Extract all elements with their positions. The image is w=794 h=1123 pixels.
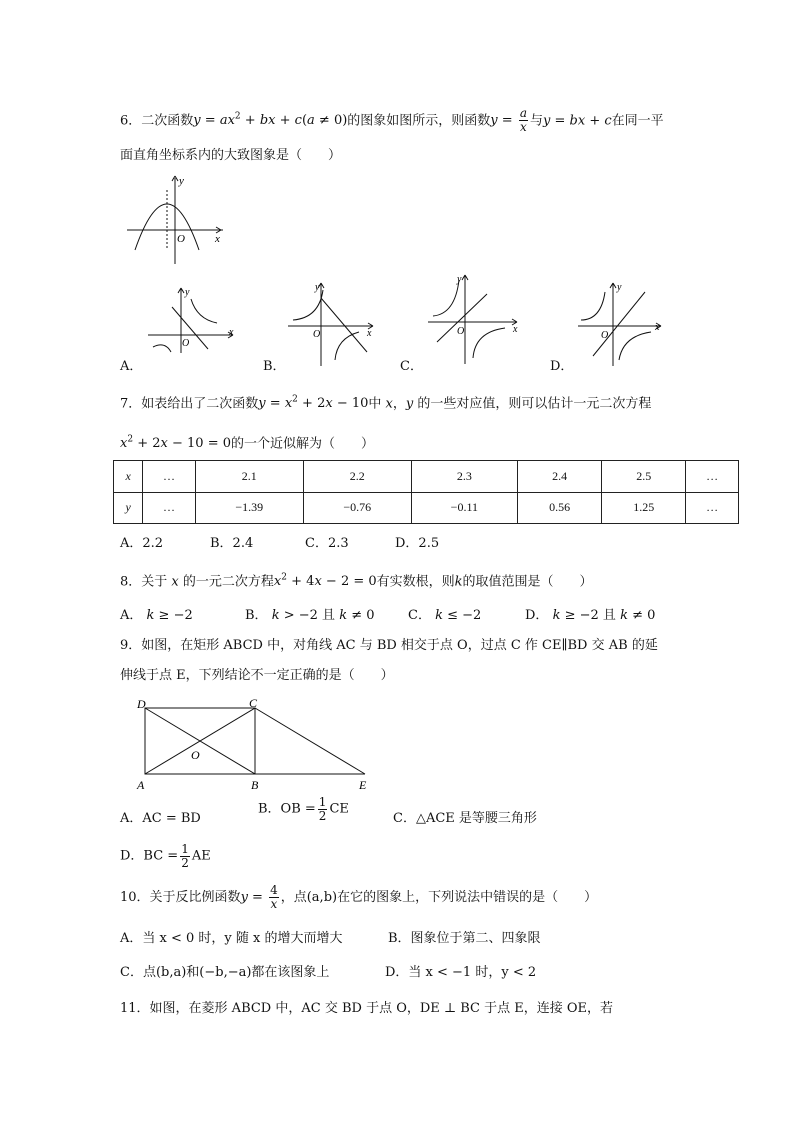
- q7-y-header: y: [114, 492, 143, 524]
- q6-text4: 在同一平: [611, 113, 664, 129]
- table-cell: 2.5: [602, 461, 686, 493]
- q9-label-o: O: [191, 748, 200, 762]
- svg-text:O: O: [457, 326, 465, 337]
- q6-choice-b[interactable]: B．: [263, 359, 286, 374]
- q10-text2: ，点(a,b)在它的图象上，下列说法中错误的是（ ）: [280, 890, 598, 905]
- table-cell: 2.3: [411, 461, 517, 493]
- q7-line2: [120, 430, 374, 454]
- q6-parabola-y-label: y: [179, 175, 184, 187]
- q7-choice-d[interactable]: D．2.5: [395, 536, 440, 551]
- q9-choice-b[interactable]: B．OB = $\frac{1}{2}$ CE: [258, 795, 349, 823]
- q6-graph-b: [285, 280, 380, 370]
- svg-text:y: y: [315, 282, 320, 293]
- svg-text:x: x: [367, 328, 372, 339]
- table-cell: −1.39: [195, 492, 303, 524]
- q8-text4: 的取值范围是（ ）: [462, 574, 593, 590]
- q7-text2: 中: [368, 396, 382, 412]
- q10-choice-b[interactable]: B．图象位于第二、四象限: [388, 931, 541, 946]
- q11-line1: 11．如图，在菱形 ABCD 中，AC 交 BD 于点 O，DE ⊥ BC 于点 E，连接 OE，若: [120, 1001, 614, 1016]
- table-cell: …: [686, 492, 739, 524]
- q7-choice-b[interactable]: B．2.4: [210, 536, 254, 551]
- q7-text4: 的一个近似解为（ ）: [231, 436, 375, 452]
- q6-graph-a: [145, 285, 240, 355]
- q10-fraction: $\frac{4}{x}$: [270, 883, 278, 911]
- svg-text:x: x: [513, 324, 518, 335]
- table-row: [114, 461, 739, 493]
- q9-label-c: C: [249, 696, 258, 710]
- q6-choice-a[interactable]: A．: [120, 359, 143, 374]
- q8-line1: 8．关于 x 的一元二次方程$x^2 + 4x - 2 = 0$有实数根，则k的取值范围是（ ）: [120, 573, 593, 590]
- q9-line2: 伸线于点 E，下列结论不一定正确的是（ ）: [120, 668, 394, 683]
- q9-line1: 9．如图，在矩形 ABCD 中，对角线 AC 与 BD 相交于点 O，过点 C 作 CE∥BD 交 AB 的延: [120, 638, 658, 653]
- q6-choice-c[interactable]: C．: [400, 359, 423, 374]
- q7-x-header: x: [114, 461, 143, 493]
- table-cell: −0.76: [303, 492, 411, 524]
- q10-number: 10．: [120, 890, 150, 905]
- svg-text:y: y: [617, 282, 622, 293]
- q6-graph-a-curve2: [153, 345, 171, 352]
- q6-number: 6．: [120, 113, 142, 129]
- q6-graph-b-curve1: [293, 290, 323, 320]
- q10-choice-a[interactable]: A．当 x < 0 时，y 随 x 的增大而增大: [120, 931, 343, 946]
- q6-graph-d: [575, 280, 670, 370]
- svg-text:y: y: [457, 274, 462, 285]
- q8-equation: $x^2 + 4x - 2 = 0$: [273, 573, 377, 590]
- q6-graph-a-curve1: [191, 299, 217, 323]
- q8-choice-a[interactable]: A． k ≥ −2: [120, 608, 193, 623]
- q8-text2: 的一元二次方程: [182, 574, 274, 590]
- table-cell: 2.2: [303, 461, 411, 493]
- table-cell: …: [143, 461, 196, 493]
- q6-graph-b-curve2: [335, 332, 359, 360]
- q6-text2: 的图象如图所示，则函数: [347, 113, 491, 129]
- q6-parabola-figure: [125, 172, 230, 267]
- q7-text1: 如表给出了二次函数: [141, 396, 259, 412]
- q6-line1: [120, 107, 664, 134]
- q6-parabola-origin: O: [177, 233, 185, 245]
- q6-text3: 与: [529, 113, 543, 129]
- q9-choice-c[interactable]: C．△ACE 是等腰三角形: [393, 811, 537, 826]
- q6-parabola-x-label: x: [215, 233, 220, 245]
- q9-label-d: D: [137, 697, 146, 711]
- q8-number: 8．: [120, 574, 142, 590]
- q7-choice-c[interactable]: C．2.3: [305, 536, 349, 551]
- q7-xy: x，y: [385, 396, 414, 412]
- q7-number: 7．: [120, 396, 142, 412]
- q9-rectangle-figure: [133, 696, 378, 792]
- q9-segment-ce: [255, 708, 365, 774]
- q8-choice-d[interactable]: D． k ≥ −2 且 k ≠ 0: [525, 608, 656, 623]
- q10-line1: 10．关于反比例函数y = $\frac{4}{x}$ ，点(a,b)在它的图象上，下列说法中错误的是（ ）: [120, 883, 598, 911]
- q7-function-expr: $y = x^2 + 2x - 10$: [258, 395, 369, 412]
- q6-graph-a-line: [172, 307, 208, 349]
- table-cell: 2.1: [195, 461, 303, 493]
- svg-text:O: O: [313, 329, 321, 340]
- q9-label-b: B: [251, 778, 259, 792]
- svg-text:O: O: [182, 338, 190, 349]
- q7-text3: 的一些对应值，则可以估计一元二次方程: [417, 396, 652, 412]
- q6-graph-c: [425, 272, 525, 367]
- q8-text3: 有实数根，则: [376, 574, 455, 590]
- table-cell: 1.25: [602, 492, 686, 524]
- q10-text1: 关于反比例函数: [149, 890, 241, 905]
- svg-text:x: x: [655, 322, 660, 333]
- q6-graph-b-line: [321, 298, 367, 352]
- table-cell: …: [686, 461, 739, 493]
- q6-text1: 二次函数: [141, 113, 194, 129]
- q6-graph-d-line: [593, 292, 645, 356]
- q6-quadratic-expr: $y = ax^2$ + bx + c(a ≠ 0): [193, 112, 348, 129]
- q9-choice-d[interactable]: D．BC = $\frac{1}{2}$ AE: [120, 842, 211, 870]
- q10-choice-d[interactable]: D．当 x < −1 时，y < 2: [385, 965, 537, 980]
- q6-linear-expr: y = bx + c: [543, 113, 612, 129]
- table-cell: 2.4: [518, 461, 602, 493]
- table-cell: −0.11: [411, 492, 517, 524]
- q7-line1: [120, 390, 651, 414]
- q8-choice-c[interactable]: C． k ≤ −2: [408, 608, 482, 623]
- svg-text:x: x: [229, 327, 234, 338]
- q6-graph-c-curve2: [473, 328, 505, 358]
- q9-label-e: E: [359, 778, 367, 792]
- svg-text:y: y: [185, 287, 190, 298]
- q9-choice-a[interactable]: A．AC = BD: [120, 811, 201, 826]
- table-cell: 0.56: [518, 492, 602, 524]
- q7-choice-a[interactable]: A．2.2: [120, 536, 164, 551]
- q7-value-table: [113, 460, 739, 524]
- q10-choice-c[interactable]: C．点(b,a)和(−b,−a)都在该图象上: [120, 965, 330, 980]
- q6-graph-d-curve2: [619, 332, 651, 360]
- q8-text1: 关于: [141, 574, 168, 590]
- svg-text:O: O: [601, 330, 609, 341]
- q6-line2: 面直角坐标系内的大致图象是（ ）: [120, 148, 342, 163]
- q6-choice-d[interactable]: D．: [550, 359, 574, 374]
- q6-graph-c-curve1: [433, 280, 459, 316]
- q7-equation: $x^2 + 2x - 10 = 0$: [120, 435, 231, 452]
- q8-choice-b[interactable]: B． k > −2 且 k ≠ 0: [245, 608, 375, 623]
- q6-graph-d-curve1: [581, 292, 605, 320]
- q6-inverse-expr: y = $\frac{a}{x}$: [490, 106, 527, 135]
- table-cell: …: [143, 492, 196, 524]
- table-row: [114, 492, 739, 524]
- q9-label-a: A: [137, 778, 145, 792]
